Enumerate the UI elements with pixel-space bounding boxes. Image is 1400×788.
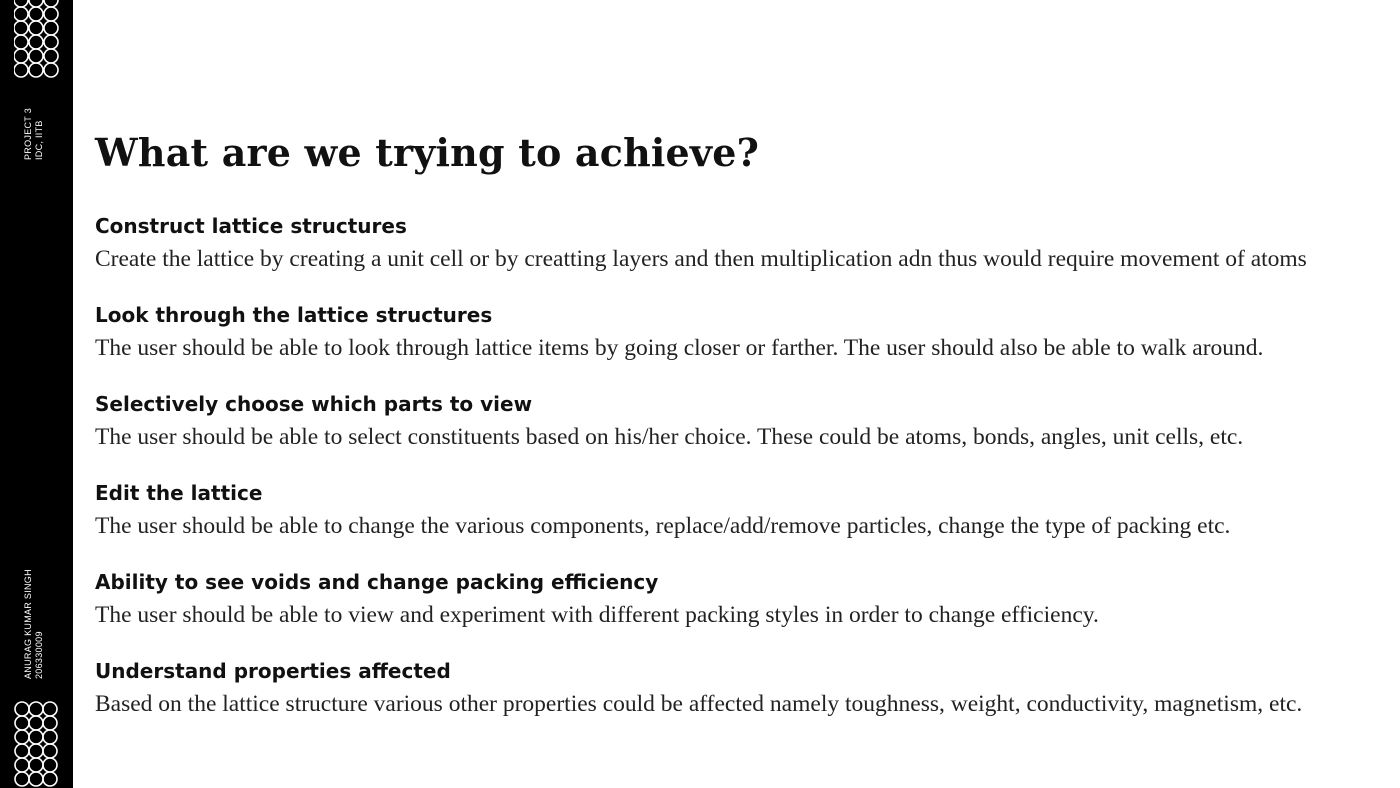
- author-id: 206330009: [34, 631, 44, 679]
- sidebar: [0, 0, 73, 788]
- goal-description: Create the lattice by creating a unit cell or by creatting layers and then multiplication adn thus would require movement of atoms: [95, 246, 1307, 272]
- goal-heading: Construct lattice structures: [95, 214, 407, 238]
- circle-lattice-pattern-top: [14, 0, 60, 88]
- goal-description: The user should be able to view and experiment with different packing styles in order to change efficiency.: [95, 602, 1099, 628]
- goal-description: The user should be able to change the various components, replace/add/remove particles, change the type of packing etc.: [95, 513, 1231, 539]
- goal-description: The user should be able to select constituents based on his/her choice. These could be atoms, bonds, angles, unit cells, etc.: [95, 424, 1244, 450]
- goal-heading: Ability to see voids and change packing efficiency: [95, 570, 659, 594]
- goal-item-construct: [95, 213, 1385, 273]
- project-number: PROJECT 3: [23, 107, 33, 160]
- goal-heading: Look through the lattice structures: [95, 303, 493, 327]
- circle-lattice-pattern-bottom: [14, 700, 60, 788]
- author-name: ANURAG KUMAR SINGH: [23, 569, 33, 679]
- author-label-vertical: [23, 569, 45, 679]
- institute-name: IDC, IITB: [34, 120, 44, 160]
- goal-heading: Edit the lattice: [95, 481, 263, 505]
- goal-item-selectively-choose: [95, 391, 1385, 451]
- goal-description: Based on the lattice structure various other properties could be affected namely toughness, weight, conductivity, magnetism, etc.: [95, 691, 1303, 717]
- goal-item-properties: [95, 658, 1385, 718]
- goal-item-voids-packing: [95, 569, 1385, 629]
- goal-item-edit: [95, 480, 1385, 540]
- goal-heading: Understand properties affected: [95, 659, 451, 683]
- goal-description: The user should be able to look through lattice items by going closer or farther. The user should also be able to walk around.: [95, 335, 1264, 361]
- slide-title: What are we trying to achieve?: [95, 130, 760, 175]
- goal-item-look-through: [95, 302, 1385, 362]
- goal-heading: Selectively choose which parts to view: [95, 392, 533, 416]
- project-label-vertical: [23, 108, 45, 160]
